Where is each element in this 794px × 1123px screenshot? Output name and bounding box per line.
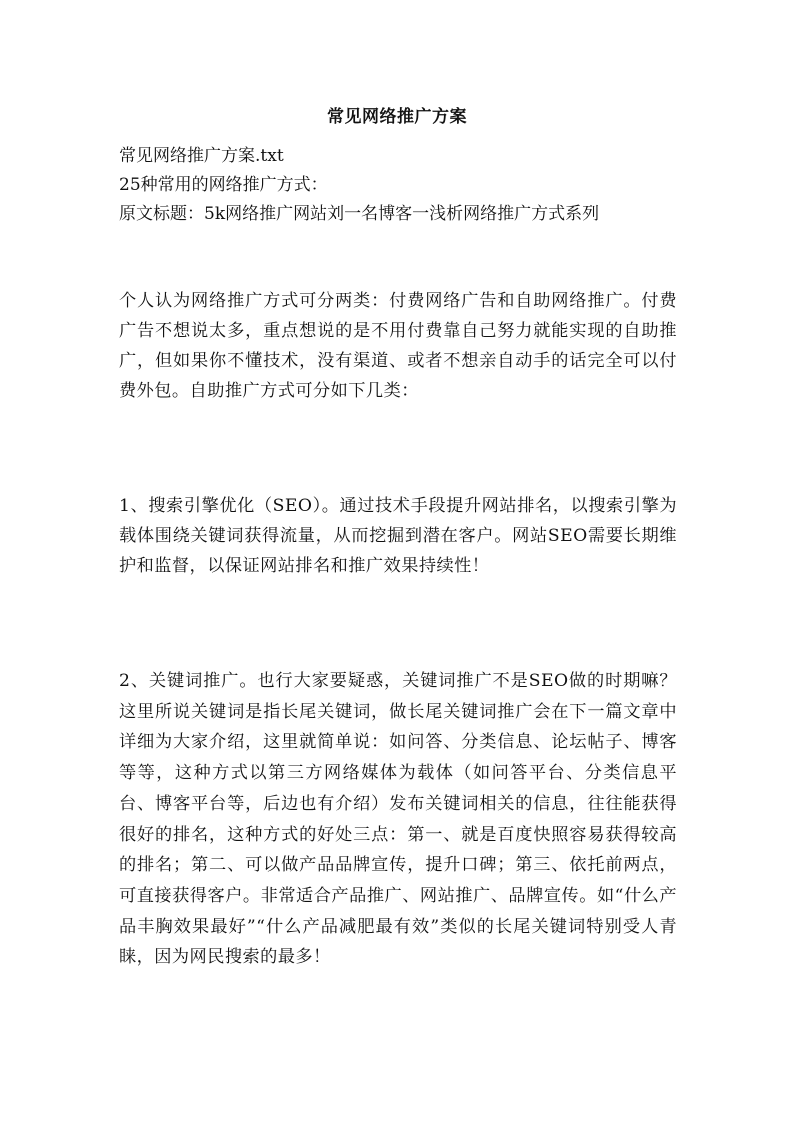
intro-paragraph: 个人认为网络推广方式可分两类：付费网络广告和自助网络推广。付费广告不想说太多，重点想说的是不用付费靠自己努力就能实现的自助推广，但如果你不懂技术，没有渠道、或者不想亲自动手的话完全可以付费外包。自助推广方式可分如下几类：	[119, 291, 677, 401]
document-title: 常见网络推广方案	[327, 107, 467, 127]
file-name-line: 常见网络推广方案.txt	[119, 146, 284, 166]
keyword-promotion-paragraph: 2、关键词推广。也行大家要疑惑，关键词推广不是SEO做的时期嘛？这里所说关键词是指长尾关键词，做长尾关键词推广会在下一篇文章中详细为大家介绍，这里就简单说：如问答、分类信息、论坛帖子、博客等等，这种方式以第三方网络媒体为载体（如问答平台、分类信息平台、博客平台等，后边也有介绍）发布关键词相关的信息，往往能获得很好的排名，这种方式的好处三点：第一、就是百度快照容易获得较高的排名；第二、可以做产品品牌宣传，提升口碑；第三、依托前两点，可直接获得客户。非常适合产品推广、网站推广、品牌宣传。如“什么产品丰胸效果最好”“什么产品减肥最有效”类似的长尾关键词特别受人青睐，因为网民搜索的最多！	[119, 671, 677, 968]
seo-paragraph: 1、搜索引擎优化（SEO）。通过技术手段提升网站排名，以搜索引擎为载体围绕关键词获得流量，从而挖掘到潜在客户。网站SEO需要长期维护和监督，以保证网站排名和推广效果持续性！	[119, 496, 677, 576]
source-title-line: 原文标题：5k网络推广网站刘一名博客一浅析网络推广方式系列	[119, 204, 600, 224]
list-heading-line: 25种常用的网络推广方式：	[119, 175, 328, 195]
